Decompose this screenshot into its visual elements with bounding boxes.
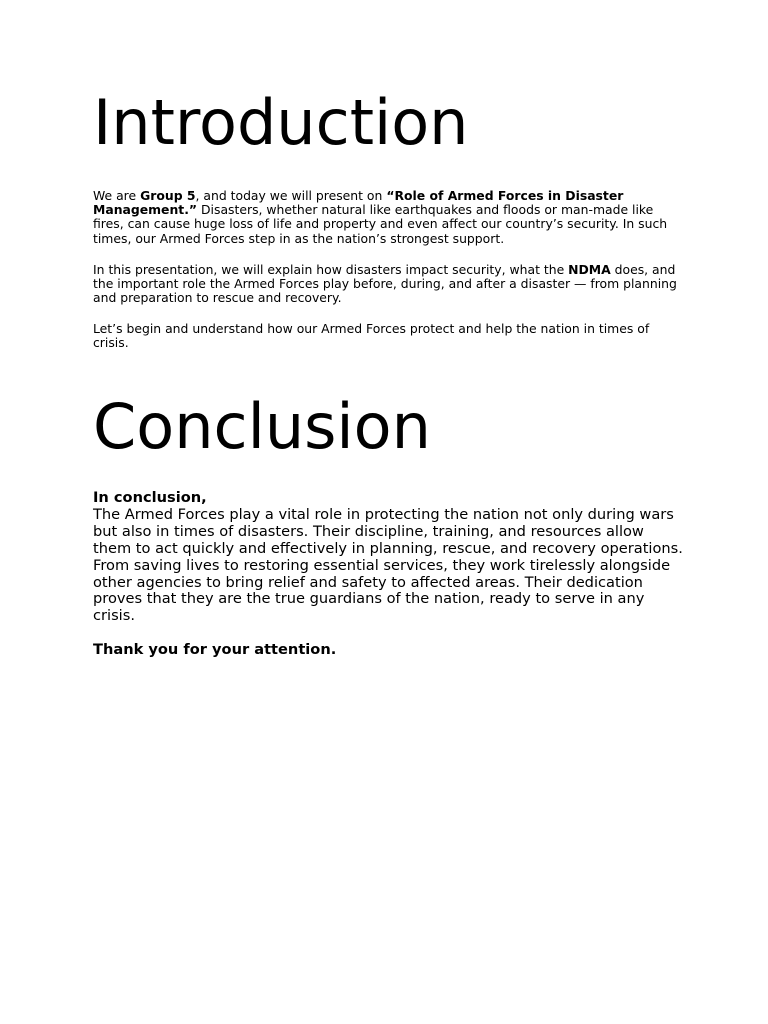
text-run: We are [93,188,141,203]
text-run: does, and the important role the Armed Forces play before, during, and after a disaster — from planning and preparation to rescue and recovery. [93,262,677,306]
conclusion-lead: In conclusion, [93,489,207,506]
presentation-title: “Role of Armed Forces in Disaster Management.” [93,188,624,218]
introduction-paragraph-2 [93,263,683,306]
conclusion-paragraph: The Armed Forces play a vital role in protecting the nation not only during wars but also in times of disasters. Their discipline, training, and resources allow them to act quickly and effectively in planning, rescue, and recovery operations. From saving lives to restoring essential services, they work tirelessly alongside other agencies to bring relief and safety to affected areas. Their dedication proves that they are the true guardians of the nation, ready to serve in any crisis. [93,505,683,625]
introduction-heading: Introduction [93,86,469,159]
thank-you-line: Thank you for your attention. [93,641,337,659]
paragraph-spacer [93,625,683,642]
ndma-term: NDMA [568,262,611,277]
introduction-paragraph-1 [93,189,683,246]
conclusion-body [93,490,683,659]
group-name: Group 5 [140,188,196,203]
text-run: In this presentation, we will explain how disasters impact security, what the [93,262,569,277]
text-run: , and today we will present on [195,188,387,203]
conclusion-heading: Conclusion [93,390,431,463]
text-run: Disasters, whether natural like earthquakes and floods or man-made like fires, can cause huge loss of life and property and even affect our country’s security. In such times, our Armed Forces step in as the nation’s strongest support. [93,202,668,246]
introduction-paragraph-3: Let’s begin and understand how our Armed Forces protect and help the nation in times of crisis. [93,321,650,351]
